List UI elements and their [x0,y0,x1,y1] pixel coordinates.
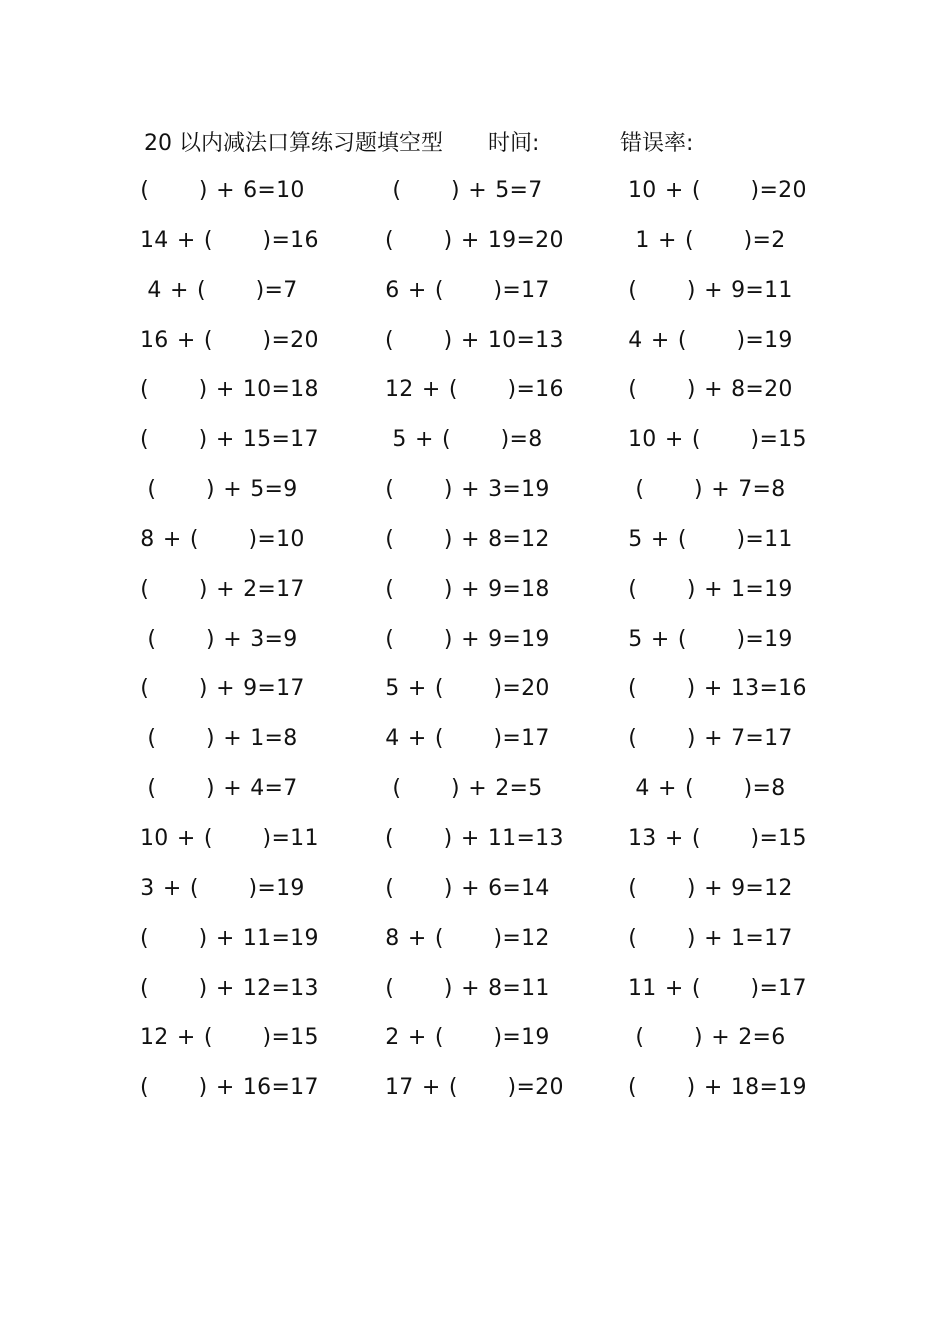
equation-text: ( ) + 19=20 [385,227,564,253]
equation-text: 4 + ( )=17 [385,726,550,752]
equation-text: 6 + ( )=17 [385,277,550,303]
problem-row [0,719,950,769]
problem-cell [140,570,315,610]
equation-text: ( ) + 1=17 [628,925,793,951]
equation-text: ( ) + 13=16 [628,676,807,702]
problem-cell [385,370,564,410]
problem-cell [628,769,803,809]
problem-cell [628,271,803,311]
equation-text: 4 + ( )=8 [635,776,786,802]
problem-cell [628,719,803,759]
equation-text: 1 + ( )=2 [635,227,786,253]
problem-row [0,669,950,719]
equation-text: 10 + ( )=15 [628,427,807,453]
problem-cell [140,321,319,361]
problem-cell [140,669,315,709]
problem-row [0,819,950,869]
equation-text: ( ) + 6=10 [140,178,305,203]
equation-text: ( ) + 10=13 [385,327,564,353]
problem-cell [385,271,560,311]
equation-text: ( ) + 7=17 [628,726,793,752]
equation-text: 8 + ( )=10 [140,526,305,552]
equation-text: ( ) + 8=11 [385,975,550,1001]
equation-text: 2 + ( )=19 [385,1025,550,1051]
problem-cell [628,221,803,261]
problem-cell [628,1018,803,1058]
problem-row [0,171,950,221]
problem-cell [140,520,315,560]
equation-text: 5 + ( )=20 [385,676,550,702]
equation-text: ( ) + 10=18 [140,377,319,403]
equation-text: 5 + ( )=19 [628,626,793,652]
problem-cell [140,271,315,311]
equation-text: 5 + ( )=8 [392,427,543,453]
problem-cell [140,1018,319,1058]
problem-cell [628,321,803,361]
problem-row [0,221,950,271]
equation-text: ( ) + 9=18 [385,576,550,602]
problem-cell [140,969,319,1009]
problem-row [0,869,950,919]
problem-cell [385,869,560,909]
problem-cell [385,1018,560,1058]
problem-row [0,420,950,470]
problem-cell [628,570,803,610]
equation-text: ( ) + 8=12 [385,526,550,552]
problem-cell [140,869,315,909]
equation-text: ( ) + 9=19 [385,626,550,652]
problem-cell [140,769,315,809]
problem-cell [140,919,319,959]
problem-row [0,470,950,520]
equation-text: 5 + ( )=11 [628,526,793,552]
equation-text: ( ) + 4=7 [147,776,298,802]
equation-text: ( ) + 3=19 [385,477,550,503]
problem-cell [628,669,807,709]
problem-row [0,271,950,321]
problem-cell [385,520,560,560]
equation-text: 4 + ( )=19 [628,327,793,353]
equation-text: ( ) + 1=8 [147,726,298,752]
problem-cell [140,221,319,261]
problem-row [0,969,950,1019]
equation-text: ( ) + 2=5 [392,776,543,802]
problem-cell [628,620,803,660]
equation-text: 12 + ( )=15 [140,1025,319,1051]
problem-cell [140,620,315,660]
problem-row [0,321,950,371]
problem-cell [385,919,560,959]
problem-cell [385,719,560,759]
equation-text: ( ) + 6=14 [385,875,550,901]
problem-row [0,1018,950,1068]
problem-cell [628,171,807,211]
equation-text: ( ) + 9=11 [628,277,793,303]
problem-cell [628,869,803,909]
problem-cell [628,919,803,959]
problem-cell [385,969,560,1009]
equation-text: ( ) + 5=9 [147,477,298,503]
equation-text: 10 + ( )=20 [628,178,807,203]
equation-text: ( ) + 8=20 [628,377,793,403]
equation-text: ( ) + 3=9 [147,626,298,652]
problem-cell [628,1068,807,1108]
problem-row [0,570,950,620]
problem-cell [385,769,560,809]
problem-row [0,620,950,670]
problem-grid [0,171,950,1118]
problem-cell [140,420,319,460]
problem-cell [140,819,319,859]
equation-text: ( ) + 9=17 [140,676,305,702]
problem-cell [385,620,560,660]
equation-text: 13 + ( )=15 [628,825,807,851]
equation-text: 17 + ( )=20 [385,1075,564,1101]
problem-row [0,1068,950,1118]
problem-row [0,919,950,969]
equation-text: ( ) + 5=7 [392,178,543,203]
equation-text: 12 + ( )=16 [385,377,564,403]
problem-row [0,370,950,420]
worksheet-header [0,124,950,164]
equation-text: ( ) + 15=17 [140,427,319,453]
equation-text: 14 + ( )=16 [140,227,319,253]
problem-row [0,769,950,819]
equation-text: 8 + ( )=12 [385,925,550,951]
equation-text: ( ) + 12=13 [140,975,319,1001]
problem-cell [140,370,319,410]
equation-text: 11 + ( )=17 [628,975,807,1001]
problem-cell [628,520,803,560]
equation-text: 10 + ( )=11 [140,825,319,851]
problem-cell [385,669,560,709]
equation-text: ( ) + 7=8 [635,477,786,503]
problem-cell [140,171,315,211]
problem-cell [628,969,807,1009]
problem-cell [140,1068,319,1108]
problem-cell [140,719,315,759]
problem-cell [385,171,560,211]
problem-row [0,520,950,570]
equation-text: ( ) + 2=6 [635,1025,786,1051]
equation-text: ( ) + 18=19 [628,1075,807,1101]
problem-cell [385,420,560,460]
equation-text: ( ) + 9=12 [628,875,793,901]
problem-cell [385,1068,564,1108]
equation-text: 3 + ( )=19 [140,875,305,901]
time-label: 时间: [488,131,540,156]
problem-cell [628,420,807,460]
problem-cell [140,470,315,510]
problem-cell [385,570,560,610]
problem-cell [628,819,807,859]
problem-cell [385,221,564,261]
equation-text: ( ) + 11=13 [385,825,564,851]
equation-text: ( ) + 11=19 [140,925,319,951]
equation-text: 4 + ( )=7 [147,277,298,303]
problem-cell [385,819,564,859]
equation-text: 16 + ( )=20 [140,327,319,353]
equation-text: ( ) + 16=17 [140,1075,319,1101]
problem-cell [628,370,803,410]
problem-cell [385,470,560,510]
equation-text: ( ) + 1=19 [628,576,793,602]
problem-cell [628,470,803,510]
worksheet-title: 20 以内减法口算练习题填空型 [144,131,443,156]
error-rate-label: 错误率: [620,131,694,156]
problem-cell [385,321,564,361]
equation-text: ( ) + 2=17 [140,576,305,602]
